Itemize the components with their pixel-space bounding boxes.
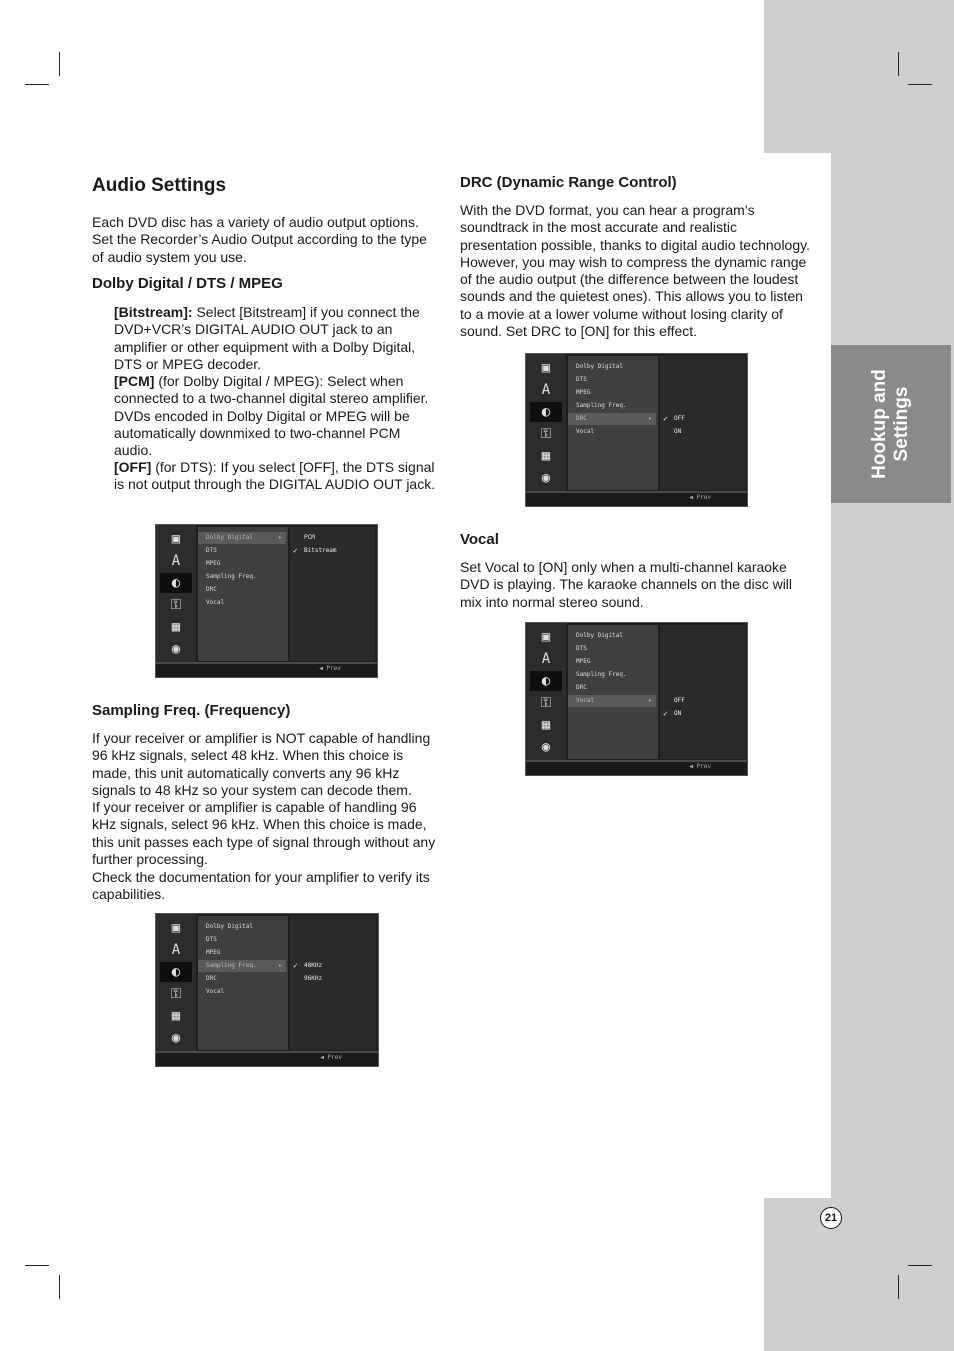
menu-item: DRC [206,975,217,982]
crop-mark [59,52,60,76]
drc-heading: DRC (Dynamic Range Control) [460,174,677,191]
check-icon: ✓ [663,709,668,718]
sampling-paragraph-2: If your receiver or amplifier is capable of handling 96 kHz signals, select 96 kHz. When this choice is made, this unit passes each type of signal through without any further processing. [92,799,436,867]
sidebar-bottom-band [764,1198,954,1351]
crop-mark [25,1265,49,1266]
recording-icon: ▦ [541,448,551,464]
check-icon: ✓ [293,546,298,555]
language-icon: A [541,382,551,398]
recording-icon: ▦ [541,717,551,733]
pcm-paragraph [114,373,439,459]
menu-item: DTS [576,645,587,652]
prev-label: ◀ Prev [320,1054,342,1061]
lock-icon: ⚿ [170,986,182,1002]
menu-item: MPEG [576,389,591,396]
menu-item: Dolby Digital [576,363,623,370]
menu-item: Sampling Freq. [576,671,627,678]
menu-item: MPEG [206,560,221,567]
tv-icon: ▣ [171,920,181,936]
off-paragraph [114,459,439,494]
bitstream-paragraph [114,304,439,373]
drc-paragraph: With the DVD format, you can hear a program’s soundtrack in the most accurate and realistic presentation possible, thanks to digital audio technology. However, you may wish to compress the dynamic range of the audio output (the difference between the loudest sounds and the quietest ones). This allows you to listen to a movie at a lower volume without losing clarity of sound. Set DRC to [ON] for this effect. [460,202,810,340]
vocal-paragraph: Set Vocal to [ON] only when a multi-channel karaoke DVD is playing. The karaoke channels on the disc will mix into normal stereo sound. [460,559,793,610]
disc-icon: ◉ [171,641,181,657]
pcm-label: [PCM] [114,373,155,389]
prev-label: ◀ Prev [319,665,341,672]
check-icon: ✓ [293,961,298,970]
sampling-paragraph-1: If your receiver or amplifier is NOT capable of handling 96 kHz signals, select 48 kHz. When this choice is made, this unit automatically converts any 96 kHz signals to 48 kHz so your system can decode them. [92,730,431,798]
audio-icon: ◐ [160,962,192,982]
option-label: 48KHz [304,962,323,969]
menu-screen-sampling [155,913,379,1067]
crop-mark [898,52,899,76]
sampling-paragraph-3: Check the documentation for your amplifier to verify its capabilities. [92,869,430,903]
language-icon: A [171,942,181,958]
option-label: ON [674,428,682,435]
sidebar-band [831,153,954,1198]
menu-item: MPEG [576,658,591,665]
disc-icon: ◉ [541,739,551,755]
menu-item: DRC [576,684,587,691]
menu-item: Sampling Freq. ▸ [198,960,286,972]
menu-item: DTS [576,376,587,383]
menu-item: Sampling Freq. [576,402,627,409]
tv-icon: ▣ [541,629,551,645]
menu-screen-drc [525,353,748,507]
crop-mark [898,1275,899,1299]
language-icon: A [171,553,181,569]
sidebar-top-band [764,0,954,153]
section-tab-line2: Settings [891,386,912,462]
pcm-text: (for Dolby Digital / MPEG): Select when connected to a two-channel digital stereo amplifier. DVDs encoded in Dolby Digital or MPEG will be automatically downmixed to two-channel PCM audio. [114,373,429,459]
dolby-heading: Dolby Digital / DTS / MPEG [92,275,283,292]
crop-mark [59,1275,60,1299]
option-label: PCM [304,534,315,541]
intro-paragraph: Each DVD disc has a variety of audio output options. Set the Recorder’s Audio Output according to the type of audio system you use. [92,214,427,265]
vocal-heading: Vocal [460,531,499,548]
menu-item: DTS [206,547,217,554]
crop-mark [908,1265,932,1266]
lock-icon: ⚿ [540,426,552,442]
page-title: Audio Settings [92,175,227,196]
crop-mark [908,84,932,85]
menu-item: DTS [206,936,217,943]
lock-icon: ⚿ [540,695,552,711]
menu-screen-vocal [525,622,748,776]
menu-item: MPEG [206,949,221,956]
menu-item: Vocal [206,599,225,606]
language-icon: A [541,651,551,667]
crop-mark [25,84,49,85]
menu-item: Dolby Digital [206,923,253,930]
section-tab-line1: Hookup and [869,369,890,479]
menu-item: DRC ▸ [568,413,656,425]
menu-item: Vocal [206,988,225,995]
bitstream-text: Select [Bitstream] if you connect the DVD+VCR’s DIGITAL AUDIO OUT jack to an amplifier or other equipment with a Dolby Digital, DTS or MPEG decoder. [114,304,420,372]
tv-icon: ▣ [541,360,551,376]
recording-icon: ▦ [171,619,181,635]
menu-item: Sampling Freq. [206,573,257,580]
page-number: 21 [820,1207,842,1229]
bitstream-label: [Bitstream]: [114,304,193,320]
off-label: [OFF] [114,459,152,475]
disc-icon: ◉ [171,1030,181,1046]
audio-icon: ◐ [530,671,562,691]
option-label: ON [674,710,682,717]
tv-icon: ▣ [171,531,181,547]
sampling-heading: Sampling Freq. (Frequency) [92,702,291,719]
section-tab [831,345,951,503]
prev-label: ◀ Prev [689,494,711,501]
disc-icon: ◉ [541,470,551,486]
menu-item: Dolby Digital ▸ [198,532,286,544]
check-icon: ✓ [663,414,668,423]
audio-icon: ◐ [530,402,562,422]
menu-screen-dolby [155,524,378,678]
option-label: OFF [674,697,685,704]
off-text: (for DTS): If you select [OFF], the DTS signal is not output through the DIGITAL AUDIO OUT jack. [114,459,436,493]
recording-icon: ▦ [171,1008,181,1024]
option-label: 96KHz [304,975,323,982]
menu-item: DRC [206,586,217,593]
menu-item: Dolby Digital [576,632,623,639]
lock-icon: ⚿ [170,597,182,613]
option-label: OFF [674,415,685,422]
menu-item: Vocal [576,428,595,435]
menu-item: Vocal ▸ [568,695,656,707]
option-label: Bitstream [304,547,337,554]
audio-icon: ◐ [160,573,192,593]
prev-label: ◀ Prev [689,763,711,770]
